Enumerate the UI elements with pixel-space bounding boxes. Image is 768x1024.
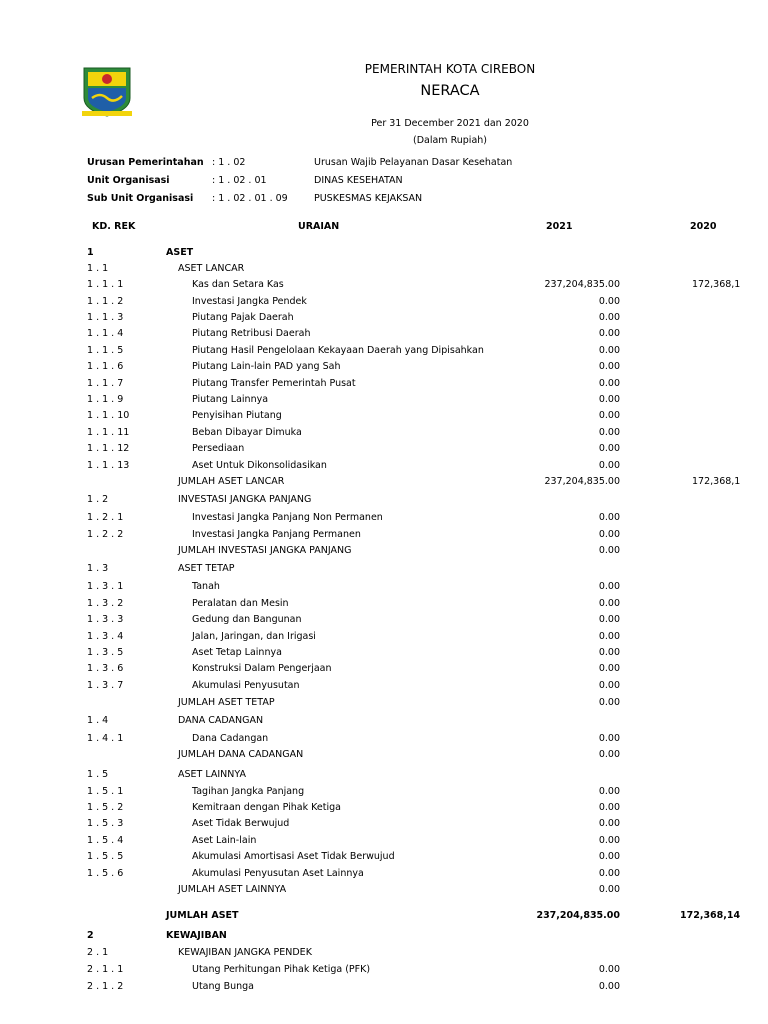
row-label: Piutang Lainnya xyxy=(192,394,269,405)
table-row xyxy=(0,884,768,900)
row-code: 1 . 1 . 1 xyxy=(87,279,124,290)
col-header-2021: 2021 xyxy=(546,221,573,232)
row-label: JUMLAH ASET xyxy=(166,910,239,921)
row-label: Konstruksi Dalam Pengerjaan xyxy=(192,663,332,674)
row-code: 1 . 5 . 3 xyxy=(87,818,124,829)
table-row xyxy=(0,394,768,410)
table-row xyxy=(0,279,768,295)
row-label: ASET LAINNYA xyxy=(178,769,246,780)
row-label: Akumulasi Penyusutan Aset Lainnya xyxy=(192,868,364,879)
table-row xyxy=(0,868,768,884)
row-code: 1 . 3 . 5 xyxy=(87,647,124,658)
row-code: 1 . 1 . 11 xyxy=(87,427,130,438)
row-code: 1 . 1 . 10 xyxy=(87,410,130,421)
row-label: Investasi Jangka Panjang Non Permanen xyxy=(192,512,383,523)
table-row xyxy=(0,981,768,997)
row-code: 2 xyxy=(87,930,94,941)
table-row xyxy=(0,647,768,663)
row-label: Jalan, Jaringan, dan Irigasi xyxy=(192,631,316,642)
row-value-2021: 0.00 xyxy=(598,614,620,625)
row-value-2021: 0.00 xyxy=(598,647,620,658)
row-value-2021: 0.00 xyxy=(598,545,620,556)
row-code: 1 . 1 . 4 xyxy=(87,328,124,339)
row-value-2021: 0.00 xyxy=(598,460,620,471)
row-value-2021: 0.00 xyxy=(598,631,620,642)
row-value-2021: 0.00 xyxy=(598,598,620,609)
row-value-2020: 172,368,1 xyxy=(692,476,741,487)
info-label-subunit: Sub Unit Organisasi xyxy=(87,193,194,204)
report-title: NERACA xyxy=(420,83,480,99)
info-label-urusan: Urusan Pemerintahan xyxy=(87,157,204,168)
row-label: JUMLAH ASET TETAP xyxy=(178,697,275,708)
row-label: Akumulasi Amortisasi Aset Tidak Berwujud xyxy=(192,851,395,862)
row-label: Gedung dan Bangunan xyxy=(192,614,302,625)
table-row xyxy=(0,947,768,963)
row-code: 1 . 1 xyxy=(87,263,109,274)
col-header-code: KD. REK xyxy=(92,221,136,232)
row-label: Utang Perhitungan Pihak Ketiga (PFK) xyxy=(192,964,371,975)
info-code-unit: : 1 . 02 . 01 xyxy=(212,175,267,186)
table-row xyxy=(0,247,768,263)
row-label: Beban Dibayar Dimuka xyxy=(192,427,302,438)
row-label: Aset Lain-lain xyxy=(192,835,257,846)
row-code: 1 . 3 xyxy=(87,563,109,574)
row-value-2021: 0.00 xyxy=(598,749,620,760)
row-code: 1 . 1 . 2 xyxy=(87,296,124,307)
row-code: 1 . 5 . 1 xyxy=(87,786,124,797)
row-value-2021: 0.00 xyxy=(598,868,620,879)
table-row xyxy=(0,818,768,834)
row-code: 2 . 1 . 1 xyxy=(87,964,124,975)
row-label: Tagihan Jangka Panjang xyxy=(192,786,305,797)
row-value-2021: 0.00 xyxy=(598,394,620,405)
row-value-2021: 0.00 xyxy=(598,581,620,592)
table-row xyxy=(0,443,768,459)
table-row xyxy=(0,296,768,312)
row-code: 2 . 1 . 2 xyxy=(87,981,124,992)
row-label: JUMLAH INVESTASI JANGKA PANJANG xyxy=(178,545,352,556)
row-label: Piutang Transfer Pemerintah Pusat xyxy=(192,378,356,389)
table-row xyxy=(0,460,768,476)
table-row xyxy=(0,910,768,926)
row-code: 1 . 4 . 1 xyxy=(87,733,124,744)
row-code: 1 . 3 . 6 xyxy=(87,663,124,674)
row-value-2021: 0.00 xyxy=(598,378,620,389)
table-row xyxy=(0,786,768,802)
row-code: 1 . 5 . 2 xyxy=(87,802,124,813)
org-name: PEMERINTAH KOTA CIREBON xyxy=(364,62,536,76)
row-value-2021: 0.00 xyxy=(598,328,620,339)
row-label: Dana Cadangan xyxy=(192,733,269,744)
info-code-urusan: : 1 . 02 xyxy=(212,157,246,168)
table-row xyxy=(0,512,768,528)
row-code: 1 . 5 . 6 xyxy=(87,868,124,879)
row-code: 1 . 3 . 2 xyxy=(87,598,124,609)
row-code: 2 . 1 xyxy=(87,947,109,958)
row-label: Utang Bunga xyxy=(192,981,254,992)
row-code: 1 . 1 . 12 xyxy=(87,443,130,454)
row-value-2020: 172,368,14 xyxy=(680,910,741,921)
row-label: Aset Tetap Lainnya xyxy=(192,647,282,658)
row-value-2021: 237,204,835.00 xyxy=(536,910,620,921)
row-label: Peralatan dan Mesin xyxy=(192,598,289,609)
info-value-unit: DINAS KESEHATAN xyxy=(314,175,403,186)
table-row xyxy=(0,697,768,713)
table-row xyxy=(0,494,768,510)
table-row xyxy=(0,312,768,328)
table-row xyxy=(0,476,768,492)
row-value-2021: 237,204,835.00 xyxy=(544,279,620,290)
table-row xyxy=(0,802,768,818)
row-code: 1 . 5 . 4 xyxy=(87,835,124,846)
row-label: Persediaan xyxy=(192,443,245,454)
table-row xyxy=(0,749,768,765)
row-value-2021: 0.00 xyxy=(598,697,620,708)
table-row xyxy=(0,680,768,696)
table-row xyxy=(0,769,768,785)
row-label: JUMLAH ASET LAINNYA xyxy=(178,884,287,895)
table-row xyxy=(0,427,768,443)
table-row xyxy=(0,964,768,980)
row-label: ASET TETAP xyxy=(178,563,235,574)
row-code: 1 . 3 . 4 xyxy=(87,631,124,642)
row-value-2021: 0.00 xyxy=(598,443,620,454)
table-row xyxy=(0,410,768,426)
row-code: 1 . 2 xyxy=(87,494,109,505)
row-value-2020: 172,368,1 xyxy=(692,279,741,290)
row-label: Investasi Jangka Pendek xyxy=(192,296,307,307)
row-label: KEWAJIBAN JANGKA PENDEK xyxy=(178,947,312,958)
row-code: 1 . 1 . 7 xyxy=(87,378,124,389)
row-value-2021: 0.00 xyxy=(598,835,620,846)
row-label: Akumulasi Penyusutan xyxy=(192,680,300,691)
table-row xyxy=(0,263,768,279)
col-header-desc: URAIAN xyxy=(298,221,340,232)
row-value-2021: 0.00 xyxy=(598,680,620,691)
row-label: Penyisihan Piutang xyxy=(192,410,282,421)
row-code: 1 . 5 . 5 xyxy=(87,851,124,862)
row-code: 1 . 3 . 3 xyxy=(87,614,124,625)
row-value-2021: 0.00 xyxy=(598,312,620,323)
row-label: Aset Tidak Berwujud xyxy=(192,818,290,829)
row-label: INVESTASI JANGKA PANJANG xyxy=(178,494,312,505)
info-label-unit: Unit Organisasi xyxy=(87,175,170,186)
report-period: Per 31 December 2021 dan 2020 xyxy=(371,118,529,129)
row-value-2021: 0.00 xyxy=(598,851,620,862)
report-unit: (Dalam Rupiah) xyxy=(413,135,487,146)
row-label: Kas dan Setara Kas xyxy=(192,279,284,290)
table-row xyxy=(0,715,768,731)
row-code: 1 . 1 . 5 xyxy=(87,345,124,356)
row-label: ASET xyxy=(166,247,194,258)
row-value-2021: 0.00 xyxy=(598,818,620,829)
row-value-2021: 0.00 xyxy=(598,884,620,895)
row-value-2021: 0.00 xyxy=(598,410,620,421)
row-code: 1 . 1 . 6 xyxy=(87,361,124,372)
table-row xyxy=(0,345,768,361)
row-value-2021: 0.00 xyxy=(598,964,620,975)
table-row xyxy=(0,563,768,579)
row-value-2021: 0.00 xyxy=(598,802,620,813)
table-row xyxy=(0,733,768,749)
table-row xyxy=(0,614,768,630)
row-code: 1 . 5 xyxy=(87,769,109,780)
row-code: 1 . 2 . 2 xyxy=(87,529,124,540)
info-value-subunit: PUSKESMAS KEJAKSAN xyxy=(314,193,423,204)
table-row xyxy=(0,378,768,394)
row-label: JUMLAH DANA CADANGAN xyxy=(178,749,304,760)
row-label: DANA CADANGAN xyxy=(178,715,264,726)
table-row xyxy=(0,581,768,597)
row-code: 1 . 1 . 3 xyxy=(87,312,124,323)
row-code: 1 xyxy=(87,247,94,258)
table-row xyxy=(0,529,768,545)
info-value-urusan: Urusan Wajib Pelayanan Dasar Kesehatan xyxy=(314,157,513,168)
row-value-2021: 0.00 xyxy=(598,663,620,674)
row-label: KEWAJIBAN xyxy=(166,930,227,941)
row-value-2021: 0.00 xyxy=(598,345,620,356)
table-row xyxy=(0,631,768,647)
row-value-2021: 237,204,835.00 xyxy=(544,476,620,487)
row-label: Aset Untuk Dikonsolidasikan xyxy=(192,460,327,471)
row-label: ASET LANCAR xyxy=(178,263,245,274)
info-code-subunit: : 1 . 02 . 01 . 09 xyxy=(212,193,288,204)
table-row xyxy=(0,361,768,377)
row-value-2021: 0.00 xyxy=(598,786,620,797)
row-code: 1 . 1 . 13 xyxy=(87,460,130,471)
row-value-2021: 0.00 xyxy=(598,361,620,372)
row-label: Piutang Retribusi Daerah xyxy=(192,328,311,339)
row-label: Piutang Lain-lain PAD yang Sah xyxy=(192,361,341,372)
row-code: 1 . 3 . 1 xyxy=(87,581,124,592)
row-value-2021: 0.00 xyxy=(598,296,620,307)
col-header-2020: 2020 xyxy=(690,221,717,232)
row-value-2021: 0.00 xyxy=(598,512,620,523)
row-value-2021: 0.00 xyxy=(598,529,620,540)
row-label: Kemitraan dengan Pihak Ketiga xyxy=(192,802,341,813)
row-label: JUMLAH ASET LANCAR xyxy=(178,476,285,487)
row-value-2021: 0.00 xyxy=(598,733,620,744)
row-code: 1 . 2 . 1 xyxy=(87,512,124,523)
table-row xyxy=(0,663,768,679)
row-value-2021: 0.00 xyxy=(598,427,620,438)
table-row xyxy=(0,598,768,614)
row-code: 1 . 4 xyxy=(87,715,109,726)
row-code: 1 . 3 . 7 xyxy=(87,680,124,691)
row-label: Investasi Jangka Panjang Permanen xyxy=(192,529,361,540)
table-row xyxy=(0,851,768,867)
table-row xyxy=(0,930,768,946)
row-value-2021: 0.00 xyxy=(598,981,620,992)
row-label: Piutang Hasil Pengelolaan Kekayaan Daerah yang Dipisahkan xyxy=(192,345,484,356)
table-row xyxy=(0,328,768,344)
row-code: 1 . 1 . 9 xyxy=(87,394,124,405)
table-row xyxy=(0,835,768,851)
row-label: Tanah xyxy=(192,581,220,592)
table-row xyxy=(0,545,768,561)
row-label: Piutang Pajak Daerah xyxy=(192,312,294,323)
